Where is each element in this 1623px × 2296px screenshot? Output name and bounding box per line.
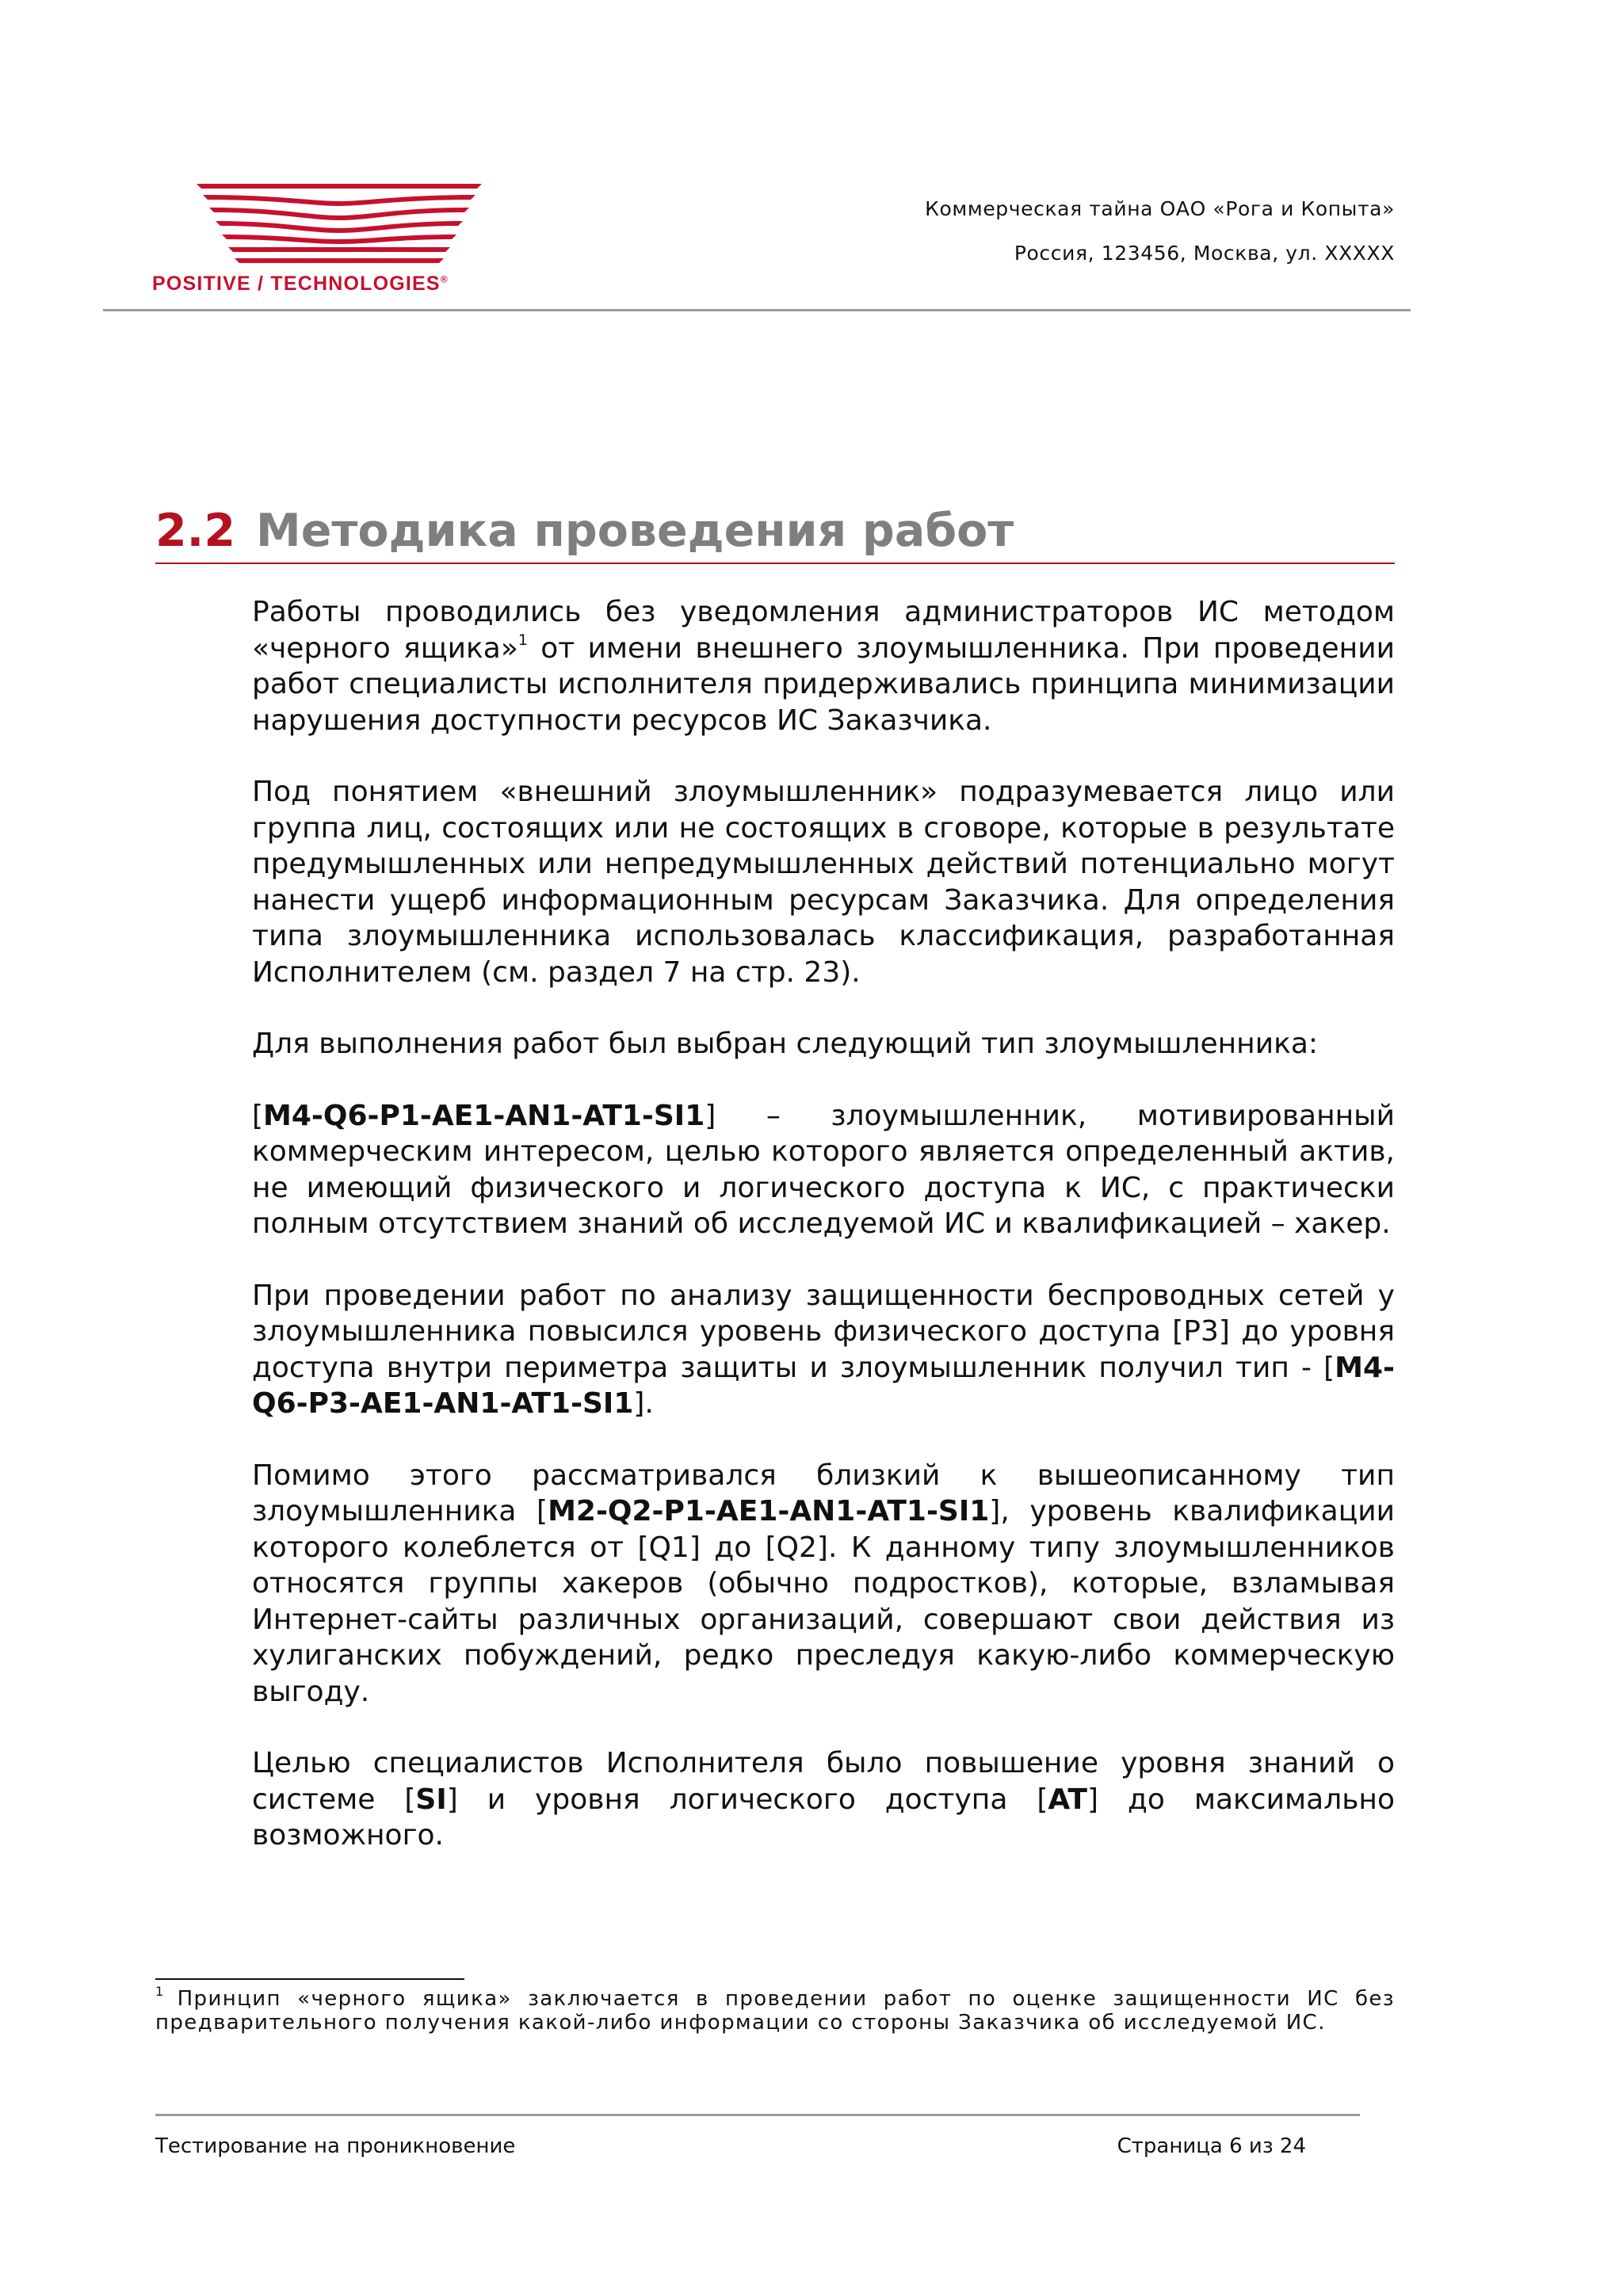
paragraph-3: Для выполнения работ был выбран следующий тип злоумышленника: [252,1028,1319,1060]
footer-document-title: Тестирование на проникновение [155,2134,516,2158]
header-address: Россия, 123456, Москва, ул. XXXXX [1014,242,1395,265]
header-confidentiality: Коммерческая тайна ОАО «Рога и Копыта» [925,197,1395,220]
document-body [252,594,1395,1890]
logo-stripes-icon [192,184,487,265]
attacker-type-code: M4-Q6-P3-AE1-AN1-AT1-SI1 [252,1351,1395,1420]
footnote-reference: 1 [517,631,528,649]
paragraph-1: Работы проводились без уведомления администраторов ИС методом «черного ящика»$^1$ от имени внешнего злоумышленника. При проведении работ специалисты исполнителя придерживались принципа минимизации нарушения доступности ресурсов ИС Заказчика. [252,596,1395,737]
footnote [155,1984,1395,2035]
header-info [925,187,1395,276]
footnote-separator [155,1978,464,1980]
footer-page-number: Страница 6 из 24 [1117,2134,1306,2158]
section-number: 2.2 [155,505,235,557]
paragraph-7: Целью специалистов Исполнителя было повышение уровня знаний о системе [SI] и уровня логического доступа [AT] до максимально возможного. [252,1747,1395,1852]
company-logo [152,184,526,303]
section-heading [155,499,1395,563]
footnote-number: 1 [155,1984,165,1999]
footer-divider [155,2114,1360,2116]
knowledge-level-code: SI [415,1783,447,1816]
paragraph-4: [M4-Q6-P1-AE1-AN1-AT1-SI1] – злоумышленник, мотивированный коммерческим интересом, целью которого является определенный актив, не имеющий физического и логического доступа к ИС, с практически полным отсутствием знаний об исследуемой ИС и квалификацией – хакер. [252,1099,1395,1240]
access-level-code: AT [1048,1783,1087,1816]
heading-underline [155,563,1395,564]
section-title: Методика проведения работ [255,505,1014,557]
logo-wordmark: POSITIVE / TECHNOLOGIES® [152,273,449,295]
header-divider [103,309,1411,311]
paragraph-6: Помимо этого рассматривался близкий к вышеописанному тип злоумышленника [M2-Q2-P1-AE1-AN1-AT1-SI1], уровень квалификации которого колеблется от [Q1] до [Q2]. К данному типу злоумышленников относятся группы хакеров (обычно подростков), которые, взламывая Интернет-сайты различных организаций, совершают свои действия из хулиганских побуждений, редко преследуя какую-либо коммерческую выгоду. [252,1459,1395,1708]
attacker-type-code: M2-Q2-P1-AE1-AN1-AT1-SI1 [548,1495,990,1527]
attacker-type-code: M4-Q6-P1-AE1-AN1-AT1-SI1 [263,1099,705,1132]
footnote-text: Принцип «черного ящика» заключается в проведении работ по оценке защищенности ИС без предварительного получения какой-либо информации со стороны Заказчика об исследуемой ИС. [155,1987,1395,2035]
paragraph-5: При проведении работ по анализу защищенности беспроводных сетей у злоумышленника повысился уровень физического доступа [P3] до уровня доступа внутри периметра защиты и злоумышленник получил тип - [M4-Q6-P3-AE1-AN1-AT1-SI1]. [252,1279,1395,1420]
paragraph-2: Под понятием «внешний злоумышленник» подразумевается лицо или группа лиц, состоящих или не состоящих в сговоре, которые в результате предумышленных или непредумышленных действий потенциально могут нанести ущерб информационным ресурсам Заказчика. Для определения типа злоумышленника использовалась классификация, разработанная Исполнителем (см. раздел 7 на стр. 23). [252,776,1395,989]
